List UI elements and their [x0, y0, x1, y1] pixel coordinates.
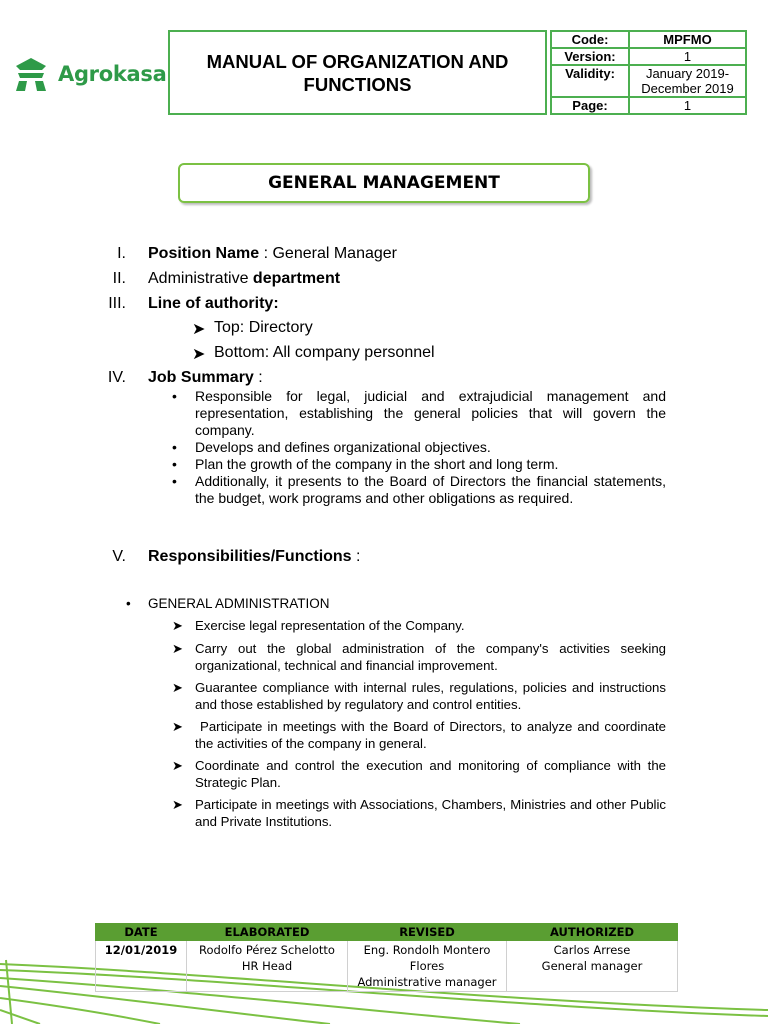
approval-authorized: Carlos Arrese General manager	[507, 941, 678, 992]
meta-value-code: MPFMO	[629, 31, 746, 48]
function-item: ➤ Exercise legal representation of the Company.	[172, 618, 465, 633]
arrow-bullet-icon: ➤	[172, 641, 184, 656]
list-item: • Plan the growth of the company in the short and long term.	[172, 456, 559, 472]
general-administration-text: GENERAL ADMINISTRATION	[148, 596, 330, 611]
section-title: GENERAL MANAGEMENT	[178, 163, 590, 203]
arrow-bullet-icon: ➤	[172, 680, 184, 695]
function-item: ➤ Coordinate and control the execution and monitoring of compliance with the Strategic Plan.	[172, 758, 666, 790]
item-number: IV.	[107, 369, 126, 386]
authority-text: Top: Directory	[214, 319, 313, 336]
function-item: ➤ Carry out the global administration of the company's activities seeking organizational, technical and financial improvement.	[172, 641, 666, 673]
meta-row-validity	[551, 65, 746, 97]
arrow-bullet-icon: ➤	[172, 758, 184, 773]
approval-header-row	[96, 924, 678, 941]
meta-row-code	[551, 31, 746, 48]
meta-row-version	[551, 48, 746, 65]
job-summary-list	[172, 388, 666, 507]
item-number: V.	[112, 548, 126, 565]
approval-table	[95, 923, 678, 992]
meta-row-page	[551, 97, 746, 114]
meta-key: Page:	[551, 97, 629, 114]
bullet-icon: •	[126, 596, 131, 611]
arrow-bullet-icon: ➤	[172, 719, 184, 734]
list-item: • Responsible for legal, judicial and extrajudicial management and representation, establishing the general policies that will govern the company.	[172, 388, 666, 438]
label: Position Name	[148, 245, 260, 262]
position-name-value: General Manager	[272, 245, 397, 262]
label: Job Summary	[148, 369, 254, 386]
position-name	[148, 245, 397, 263]
header-authorized: AUTHORIZED	[507, 924, 678, 941]
arrow-bullet-icon: ➤	[172, 797, 184, 812]
separator: :	[253, 369, 263, 386]
bullet-icon: •	[172, 456, 177, 472]
header-date: DATE	[96, 924, 187, 941]
document-title	[168, 30, 547, 115]
meta-value-page: 1	[629, 97, 746, 114]
arrow-bullet-icon: ➤	[192, 346, 206, 363]
line-of-authority-label: Line of authority:	[148, 295, 279, 312]
job-summary-heading	[148, 369, 263, 387]
document-meta-table	[550, 30, 747, 115]
label: Responsibilities/Functions	[148, 548, 352, 565]
validity-line-1: January 2019-	[645, 66, 730, 81]
authority-text: Bottom: All company personnel	[214, 344, 435, 361]
function-item: ➤ Participate in meetings with Associations, Chambers, Ministries and other Public and Private Institutions.	[172, 797, 666, 829]
bullet-icon: •	[172, 473, 177, 489]
arrow-bullet-icon: ➤	[192, 321, 206, 338]
general-administration-heading	[126, 596, 330, 611]
bullet-icon: •	[172, 388, 177, 404]
list-item: • Develops and defines organizational objectives.	[172, 439, 491, 455]
responsibilities-heading	[148, 548, 360, 566]
list-item: • Additionally, it presents to the Board of Directors the financial statements, the budget, work programs and other obligations as required.	[172, 473, 666, 506]
approval-row	[96, 941, 678, 992]
meta-key: Code:	[551, 31, 629, 48]
separator: :	[351, 548, 361, 565]
authority-top	[192, 319, 313, 339]
department	[148, 270, 340, 288]
approval-date: 12/01/2019	[96, 941, 187, 992]
meta-value-version: 1	[629, 48, 746, 65]
authority-bottom	[192, 344, 435, 364]
department-bold: department	[252, 270, 341, 287]
item-number: III.	[108, 295, 126, 312]
header-elaborated: ELABORATED	[187, 924, 348, 941]
meta-key: Validity:	[551, 65, 629, 97]
title-line-2: FUNCTIONS	[303, 73, 412, 95]
approval-revised: Eng. Rondolh Montero Flores Administrative manager	[348, 941, 507, 992]
function-item: ➤ Guarantee compliance with internal rules, regulations, policies and instructions and those established by regulatory and control entities.	[172, 680, 666, 712]
logo-text: Agrokasa	[58, 62, 167, 86]
header-revised: REVISED	[348, 924, 507, 941]
item-number: II.	[112, 270, 126, 287]
title-line-1: MANUAL OF ORGANIZATION AND	[206, 50, 509, 72]
meta-value-validity	[629, 65, 746, 97]
company-logo	[12, 54, 172, 94]
agrokasa-logo-icon	[12, 56, 50, 92]
function-item: ➤ Participate in meetings with the Board of Directors, to analyze and coordinate the activities of the company in general.	[172, 719, 670, 751]
department-text: Administrative	[148, 270, 253, 287]
bullet-icon: •	[172, 439, 177, 455]
meta-key: Version:	[551, 48, 629, 65]
item-number: I.	[117, 245, 126, 262]
arrow-bullet-icon: ➤	[172, 618, 184, 633]
validity-line-2: December 2019	[641, 81, 734, 96]
approval-elaborated: Rodolfo Pérez Schelotto HR Head	[187, 941, 348, 992]
separator: :	[259, 245, 273, 262]
